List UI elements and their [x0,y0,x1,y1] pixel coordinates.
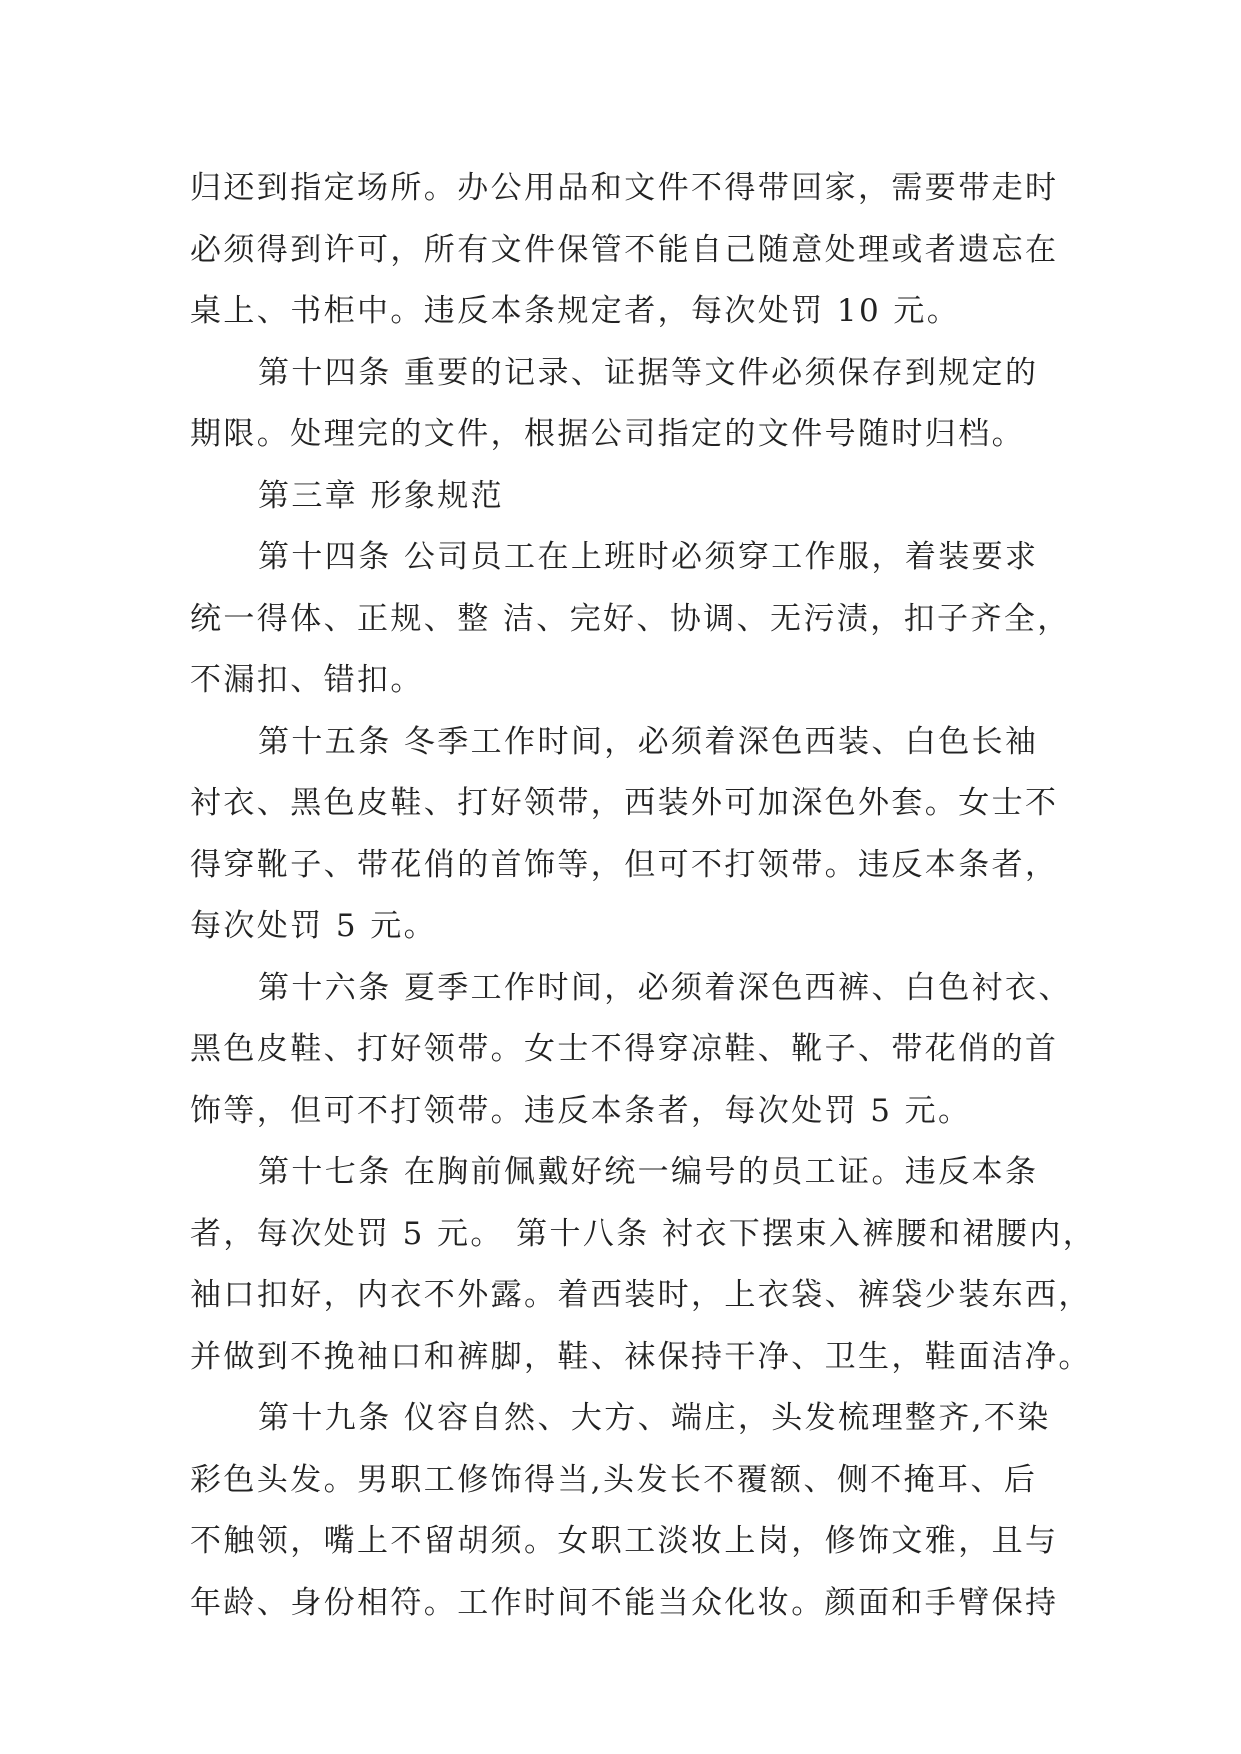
text-line: 第十九条 仪容自然、大方、端庄，头发梳理整齐,不染 [258,1400,1051,1436]
text-line: 第十五条 冬季工作时间，必须着深色西装、白色长袖 [258,723,1039,760]
text-line: 桌上、书柜中。违反本条规定者，每次处罚 10 元。 [190,293,961,329]
document-body [190,158,1097,1634]
text-line: 第十七条 在胸前佩戴好统一编号的员工证。违反本条 [258,1154,1039,1190]
text-line: 期限。处理完的文件，根据公司指定的文件号随时归档。 [190,416,1025,452]
text-line: 第十四条 重要的记录、证据等文件必须保存到规定的 [258,354,1039,391]
text-line: 每次处罚 5 元。 [190,908,438,944]
text-line: 不触领，嘴上不留胡须。女职工淡妆上岗，修饰文雅，且与 [190,1523,1059,1559]
text-line: 必须得到许可，所有文件保管不能自己随意处理或者遗忘在 [190,231,1059,268]
text-line: 不漏扣、错扣。 [190,662,424,698]
text-line: 并做到不挽袖口和裤脚，鞋、袜保持干净、卫生，鞋面洁净。 [190,1338,1092,1375]
text-line: 年龄、身份相符。工作时间不能当众化妆。颜面和手臂保持 [190,1584,1059,1621]
text-line: 第三章 形象规范 [258,477,505,514]
text-line: 统一得体、正规、整 洁、完好、协调、无污渍，扣子齐全， [190,600,1071,637]
text-line: 第十六条 夏季工作时间，必须着深色西裤、白色衬衣、 [258,969,1072,1006]
text-line: 黑色皮鞋、打好领带。女士不得穿凉鞋、靴子、带花俏的首 [190,1031,1059,1067]
text-line: 袖口扣好，内衣不外露。着西装时，上衣袋、裤袋少装东西， [190,1277,1092,1313]
text-line: 饰等，但可不打领带。违反本条者，每次处罚 5 元。 [190,1092,972,1129]
text-line: 衬衣、黑色皮鞋、打好领带，西装外可加深色外套。女士不 [190,785,1059,821]
text-line: 归还到指定场所。办公用品和文件不得带回家，需要带走时 [190,170,1059,206]
text-line: 彩色头发。男职工修饰得当,头发长不覆额、侧不掩耳、后 [190,1461,1038,1498]
text-line: 者，每次处罚 5 元。 第十八条 衬衣下摆束入裤腰和裙腰内， [190,1215,1097,1252]
text-line: 第十四条 公司员工在上班时必须穿工作服，着装要求 [258,539,1039,575]
text-line: 得穿靴子、带花俏的首饰等，但可不打领带。违反本条者， [190,846,1059,883]
